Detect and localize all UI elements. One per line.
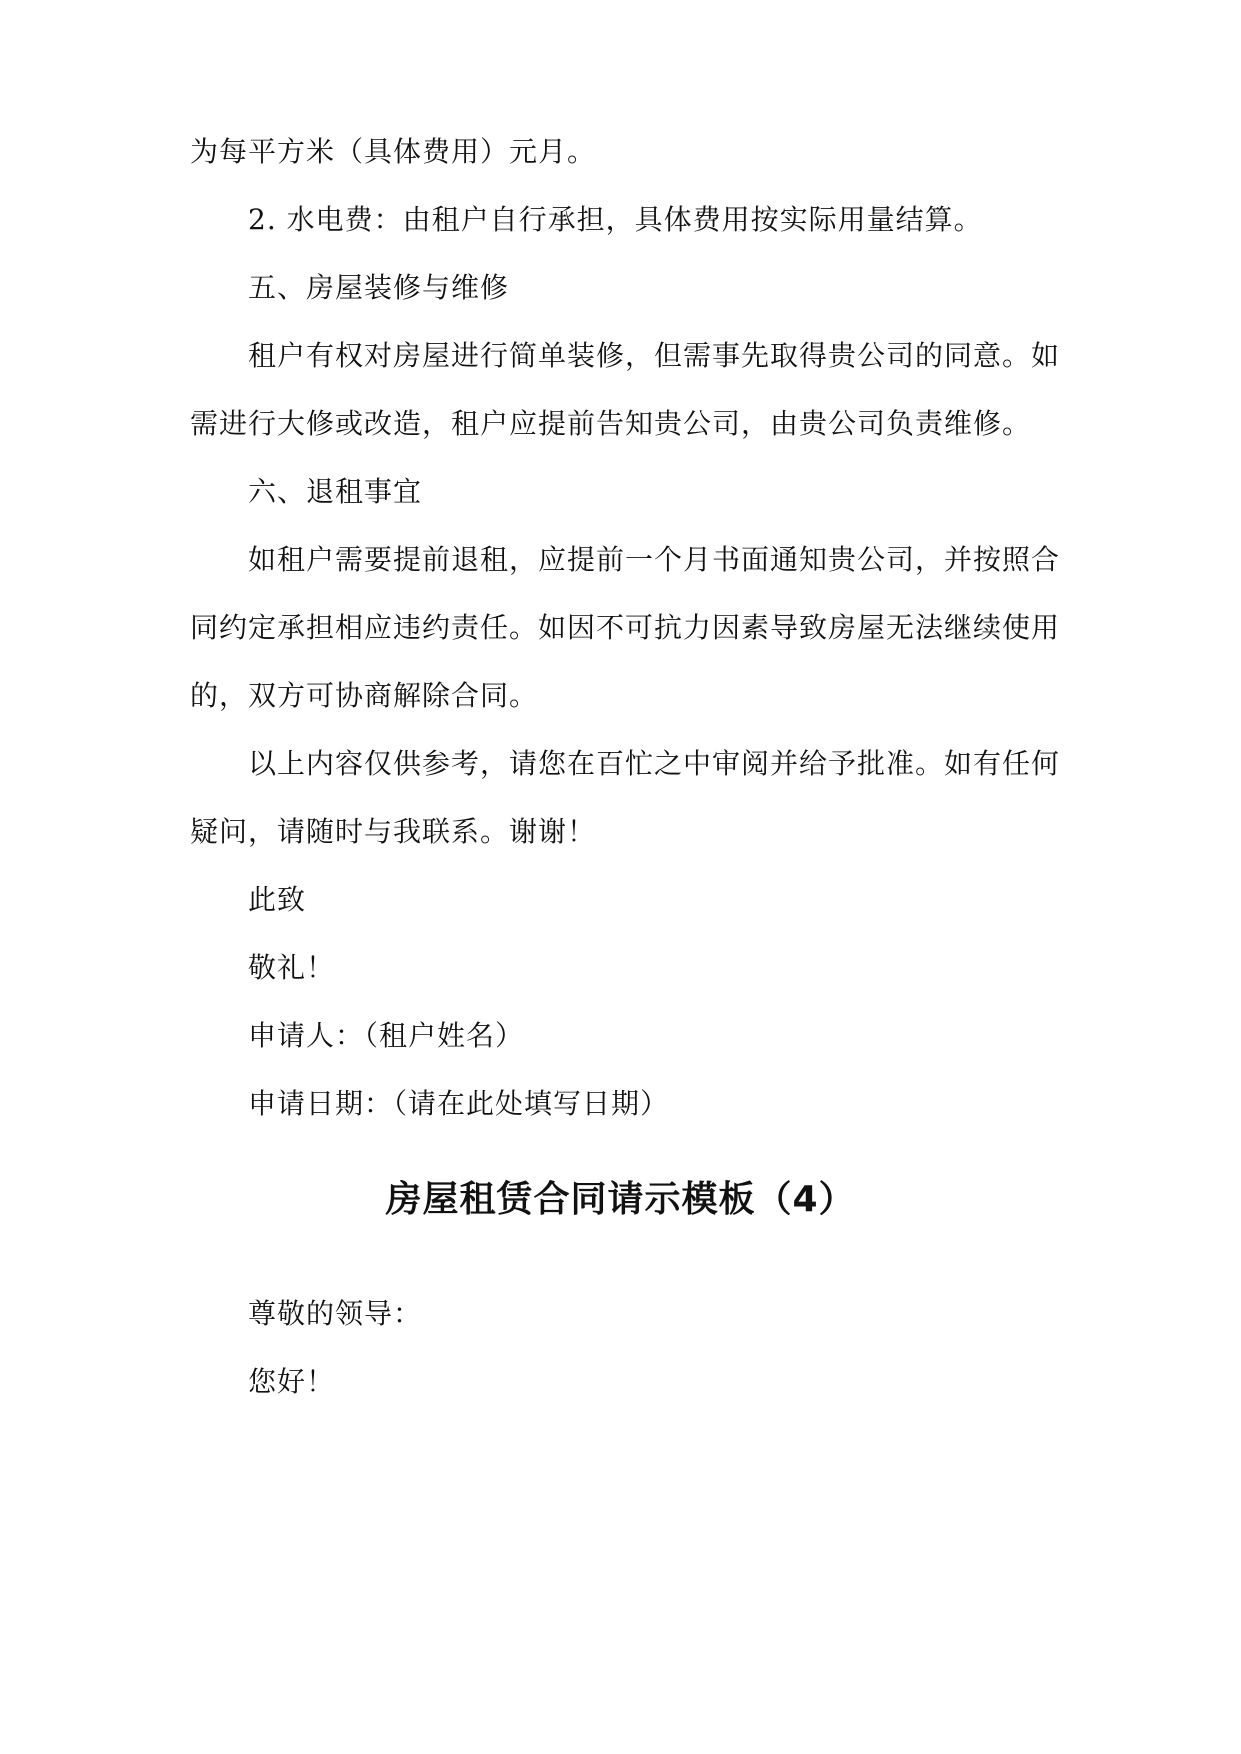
closing-salutation: 此致	[248, 883, 307, 916]
paragraph-line: 的，双方可协商解除合同。	[190, 679, 539, 712]
paragraph-line: 疑问，请随时与我联系。谢谢！	[190, 815, 597, 848]
greeting-line: 您好！	[248, 1365, 336, 1398]
paragraph-line: 租户有权对房屋进行简单装修，但需事先取得贵公司的同意。如	[248, 339, 1061, 372]
applicant-line: 申请人：（租户姓名）	[248, 1019, 525, 1052]
list-item-utilities: 2. 水电费：由租户自行承担，具体费用按实际用量结算。	[248, 203, 983, 236]
paragraph-line: 以上内容仅供参考，请您在百忙之中审阅并给予批准。如有任何	[248, 747, 1061, 780]
greeting-line: 尊敬的领导：	[248, 1297, 423, 1330]
section-title: 房屋租赁合同请示模板（4）	[385, 1179, 856, 1220]
paragraph-line: 需进行大修或改造，租户应提前告知贵公司，由贵公司负责维修。	[190, 407, 1032, 440]
paragraph-line: 为每平方米（具体费用）元月。	[190, 135, 597, 168]
section-heading-termination: 六、退租事宜	[248, 475, 423, 508]
application-date-line: 申请日期：（请在此处填写日期）	[248, 1087, 670, 1120]
section-heading-renovation: 五、房屋装修与维修	[248, 271, 510, 304]
paragraph-line: 如租户需要提前退租，应提前一个月书面通知贵公司，并按照合	[248, 543, 1061, 576]
paragraph-line: 同约定承担相应违约责任。如因不可抗力因素导致房屋无法继续使用	[190, 611, 1061, 644]
closing-regards: 敬礼！	[248, 951, 336, 984]
